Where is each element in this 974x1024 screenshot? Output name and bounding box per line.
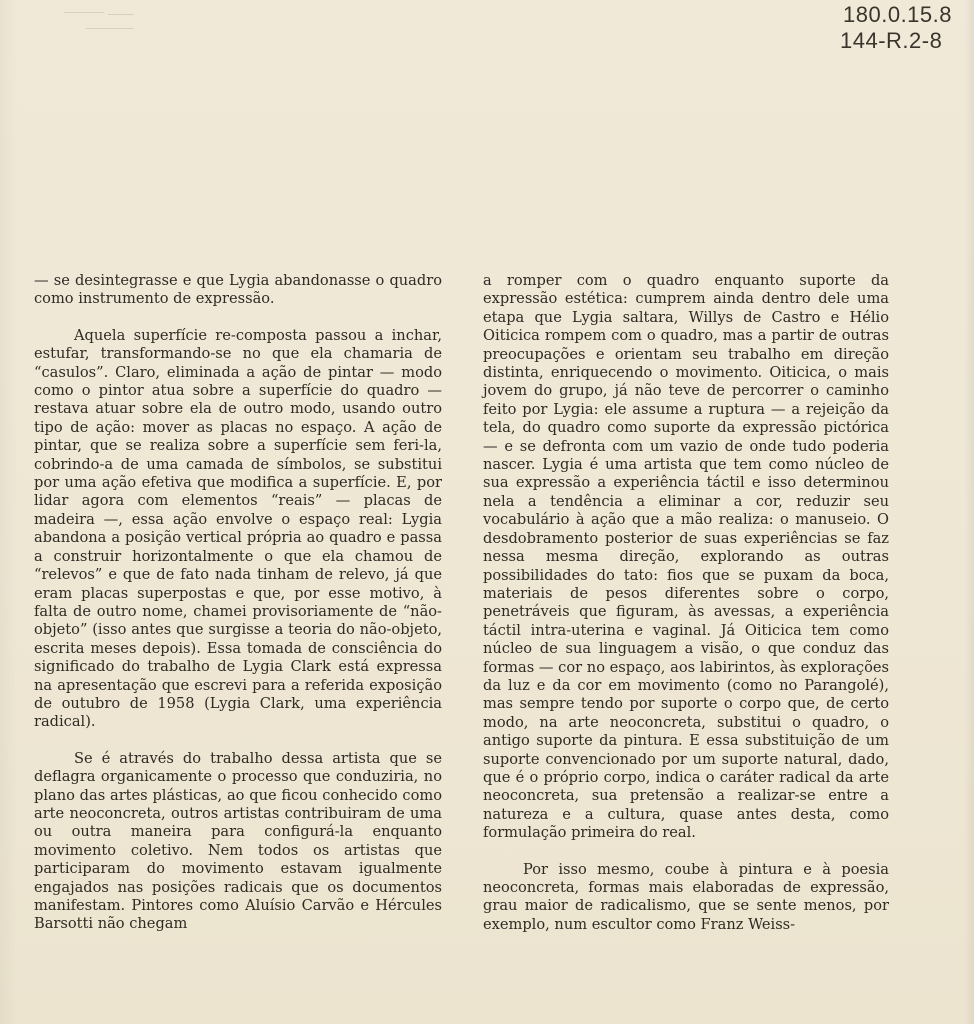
body-paragraph: Por isso mesmo, coube à pintura e à poesia neoconcreta, formas mais elaboradas de expressão, grau maior de radicalismo, que se sente menos, por exemplo, num escultor como Franz Weiss-: [483, 860, 889, 933]
catalog-number-line-2: 144-R.2-8: [840, 28, 943, 53]
right-text-column: [483, 272, 889, 934]
body-paragraph: Se é através do trabalho dessa artista que se deflagra organicamente o processo que conduziria, no plano das artes plásticas, ao que ficou conhecido como arte neoconcreta, outros artistas contribuiram de uma ou outra maneira para configurá-la enquanto movimento coletivo. Nem todos os artistas que participaram do movimento estavam igualmente engajados nas posições radicais que os documentos manifestam. Pintores como Aluísio Carvão e Hércules Barsotti não chegam: [34, 749, 442, 933]
catalog-number-annotation: [840, 2, 952, 54]
faint-pencil-marks: [56, 6, 146, 46]
left-text-column: [34, 272, 442, 934]
body-paragraph: Aquela superfície re-composta passou a inchar, estufar, transformando-se no que ela chamaria de “casulos”. Claro, eliminada a ação de pintar — modo como o pintor atua sobre a superfície do quadro — restava atuar sobre ela de outro modo, usando outro tipo de ação: mover as placas no espaço. A ação de pintar, que se realiza sobre a superfície sem feri-la, cobrindo-a de uma camada de símbolos, se substitui por uma ação efetiva que modifica a superfície. E, por lidar agora com elementos “reais” — placas de madeira —, essa ação envolve o espaço real: Lygia abandona a posição vertical própria ao quadro e passa a construir horizontalmente o que ela chamou de “relevos” e que de fato nada tinham de relevo, já que eram placas superpostas e que, por esse motivo, à falta de outro nome, chamei provisoriamente de “não-objeto” (isso antes que surgisse a teoria do não-objeto, escrita meses depois). Essa tomada de consciência do significado do trabalho de Lygia Clark está expressa na apresentação que escrevi para a referida exposição de outubro de 1958 (Lygia Clark, uma experiência radical).: [34, 326, 442, 731]
page-edge-shadow: [964, 0, 974, 1024]
body-paragraph: a romper com o quadro enquanto suporte da expressão estética: cumprem ainda dentro dele uma etapa que Lygia saltara, Willys de Castro e Hélio Oiticica rompem com o quadro, mas a partir de outras preocupações e orientam seu trabalho em direção distinta, enriquecendo o movimento. Oiticica, o mais jovem do grupo, já não teve de percorrer o caminho feito por Lygia: ele assume a ruptura — a rejeição da tela, do quadro como suporte da expressão pictórica — e se defronta com um vazio de onde tudo poderia nascer. Lygia é uma artista que tem como núcleo de sua expressão a experiência táctil e isso determinou nela a tendência a eliminar a cor, reduzir seu vocabulário à ação que a mão realiza: o manuseio. O desdobramento posterior de suas experiências se faz nessa mesma direção, explorando as outras possibilidades do tato: fios que se puxam da boca, materiais de pesos diferentes sobre o corpo, penetráveis que figuram, às avessas, a experiência táctil intra-uterina e vaginal. Já Oiticica tem como núcleo de sua linguagem a visão, o que conduz das formas — cor no espaço, aos labirintos, às explorações da luz e da cor em movimento (como no Parangolé), mas sempre tendo por suporte o corpo que, de certo modo, na arte neoconcreta, substitui o quadro, o antigo suporte da pintura. E essa substituição de um suporte convencionado por um suporte natural, dado, que é o próprio corpo, indica o caráter radical da arte neoconcreta, sua pretensão a realizar-se entre a natureza e a cultura, quase antes desta, como formulação primeira do real.: [483, 272, 889, 842]
body-paragraph: — se desintegrasse e que Lygia abandonasse o quadro como instrumento de expressão.: [34, 272, 442, 308]
catalog-number-line-1: 180.0.15.8: [843, 2, 952, 27]
